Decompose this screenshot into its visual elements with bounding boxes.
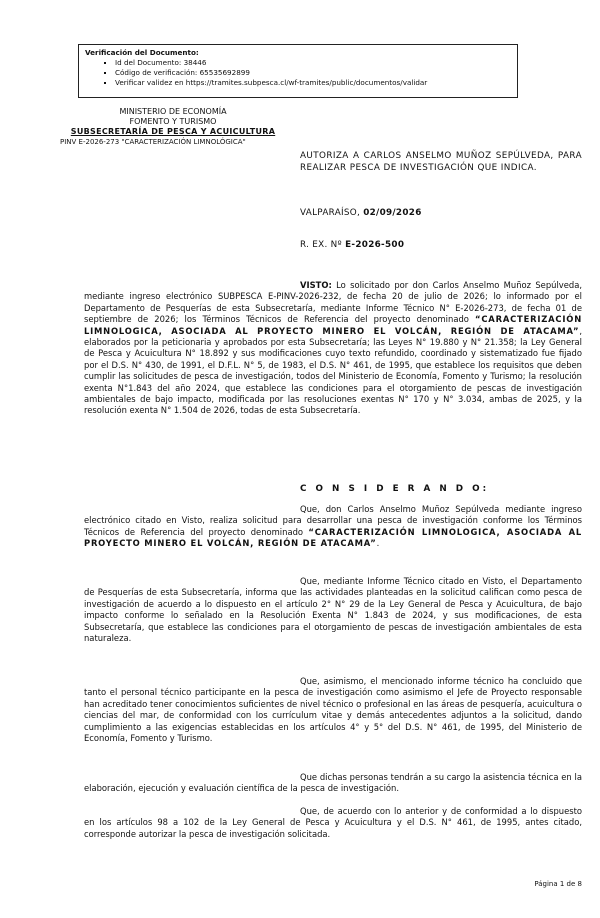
- ministry-header: [58, 107, 288, 137]
- page-number: Página 1 de 8: [534, 880, 582, 888]
- visto-paragraph: [84, 280, 582, 417]
- pinv-reference: PINV E-2026-273 "CARACTERIZACIÓN LIMNOLÓGICA": [60, 138, 246, 146]
- resolution-subject: AUTORIZA A CARLOS ANSELMO MUÑOZ SEPÚLVEDA, PARA REALIZAR PESCA DE INVESTIGACIÓN QUE INDICA.: [300, 151, 582, 173]
- considerando-5-paragraph: Que, de acuerdo con lo anterior y de conformidad a lo dispuesto en los artículos 98 a 102 de la Ley General de Pesca y Acuicultura y el D.S. N° 461, de 1995, antes citado, corresponde autorizar la pesca de investigación solicitada.: [84, 806, 582, 839]
- place-date: [300, 208, 422, 218]
- considerando-2-paragraph: Que, mediante Informe Técnico citado en Visto, el Departamento de Pesquerías de esta Subsecretaría, informa que las actividades planteadas en la solicitud califican como pesca de investigación de acuerdo a lo dispuesto en el artículo 2° N° 29 de la Ley General de Pesca y Acuicultura, de bajo impacto conforme lo señalado en la Resolución Exenta N° 1.843 de 2024, y sus modificaciones, de esta Subsecretaría, que establece las condiciones para el otorgamiento de pescas de investigación ambientales de esta naturaleza.: [84, 576, 582, 644]
- verification-title: Verificación del Documento:: [85, 48, 199, 57]
- resolution-number: [300, 240, 404, 250]
- considerando-1-paragraph: [84, 504, 582, 550]
- considerando-3: [84, 676, 582, 744]
- city: VALPARAÍSO,: [300, 208, 361, 218]
- verification-code: ▪ Código de verificación: 65535692899: [115, 68, 511, 78]
- considerando-4: [84, 772, 582, 795]
- resolution-date: 02/09/2026: [363, 208, 422, 218]
- verification-list: [85, 58, 511, 88]
- considerando-4-paragraph: Que dichas personas tendrán a su cargo la asistencia técnica en la elaboración, ejecución y evaluación científica de la pesca de investigación.: [84, 772, 582, 794]
- considerando-1-text: Que, don Carlos Anselmo Muñoz Sepúlveda mediante ingreso electrónico citado en Visto, realiza solicitud para desarrollar una pesca de investigación conforme los Términos Técnicos de Referencia del proyecto denominado: [84, 504, 582, 537]
- verification-document-id: ▪ Id del Documento: 38446: [115, 58, 511, 68]
- document-verification-box: [78, 44, 518, 98]
- visto-text-2: , elaborados por la peticionaria y aprobados por esta Subsecretaría; las Leyes N° 19.880 y N° 21.358; la Ley General de Pesca y Acuicultura N° 18.892 y sus modificaciones cuyo texto refundido, coordinado y sistematizado fue fijado por el D.S. N° 430, de 1991, el D.F.L. N° 5, de 1983, el D.S. N° 461, de 1995, que establece los requisitos que deben cumplir las solicitudes de pesca de investigación, todos del Ministerio de Economía, Fomento y Turismo; la resolución exenta N°1.843 del año 2024, que establece las condiciones para el otorgamiento de pescas de investigación ambientales de bajo impacto, modificada por las resoluciones exentas N° 170 y N° 3.034, ambas de 2025, y la resolución exenta N° 1.504 de 2026, todas de esta Subsecretaría.: [84, 325, 582, 416]
- verification-url[interactable]: ▪ Verificar validez en https://tramites.subpesca.cl/wf-tramites/public/documentos/validar: [115, 78, 511, 88]
- considerando-1-end: .: [376, 538, 380, 549]
- rex-prefix: R. EX. Nº: [300, 240, 342, 250]
- visto-section: [84, 280, 582, 417]
- considerando-title: C O N S I D E R A N D O:: [300, 484, 490, 494]
- visto-project-name: “CARACTERIZACIÓN LIMNOLOGICA, ASOCIADA AL PROYECTO MINERO EL VOLCÁN, REGIÓN DE ATACAMA”: [84, 314, 582, 336]
- undersecretariat-name: SUBSECRETARÍA DE PESCA Y ACUICULTURA: [70, 127, 276, 136]
- rex-number: E-2026-500: [345, 240, 405, 250]
- ministry-area: FOMENTO Y TURISMO: [129, 117, 217, 126]
- considerando-2: [84, 576, 582, 644]
- considerando-5: [84, 806, 582, 840]
- considerando-3-paragraph: Que, asimismo, el mencionado informe técnico ha concluido que tanto el personal técnico participante en la pesca de investigación como asimismo el Jefe de Proyecto responsable han acreditado tener conocimientos suficientes de nivel técnico o profesional en las áreas de pesquería, acuicultura o ciencias del mar, de conformidad con los currículum vitae y demás antecedentes adjuntos a la solicitud, dando cumplimiento a las exigencias establecidas en los artículos 4° y 5° del D.S. N° 461, de 1995, del Ministerio de Economía, Fomento y Turismo.: [84, 676, 582, 744]
- considerando-1-project: “CARACTERIZACIÓN LIMNOLOGICA, ASOCIADA AL PROYECTO MINERO EL VOLCÁN, REGIÓN DE ATACAMA”: [84, 526, 582, 549]
- considerando-1: [84, 504, 582, 550]
- visto-text-1: Lo solicitado por don Carlos Anselmo Muñoz Sepúlveda, mediante ingreso electrónico SUBPESCA E-PINV-2026-232, de fecha 20 de julio de 2026; lo informado por el Departamento de Pesquerías de esta Subsecretaría, mediante Informe Técnico N° E-2026-273, de fecha 01 de septiembre de 2026; los Términos Técnicos de Referencia del proyecto denominado: [84, 280, 582, 325]
- ministry-name: MINISTERIO DE ECONOMÍA: [119, 107, 227, 116]
- visto-label: VISTO:: [300, 280, 332, 290]
